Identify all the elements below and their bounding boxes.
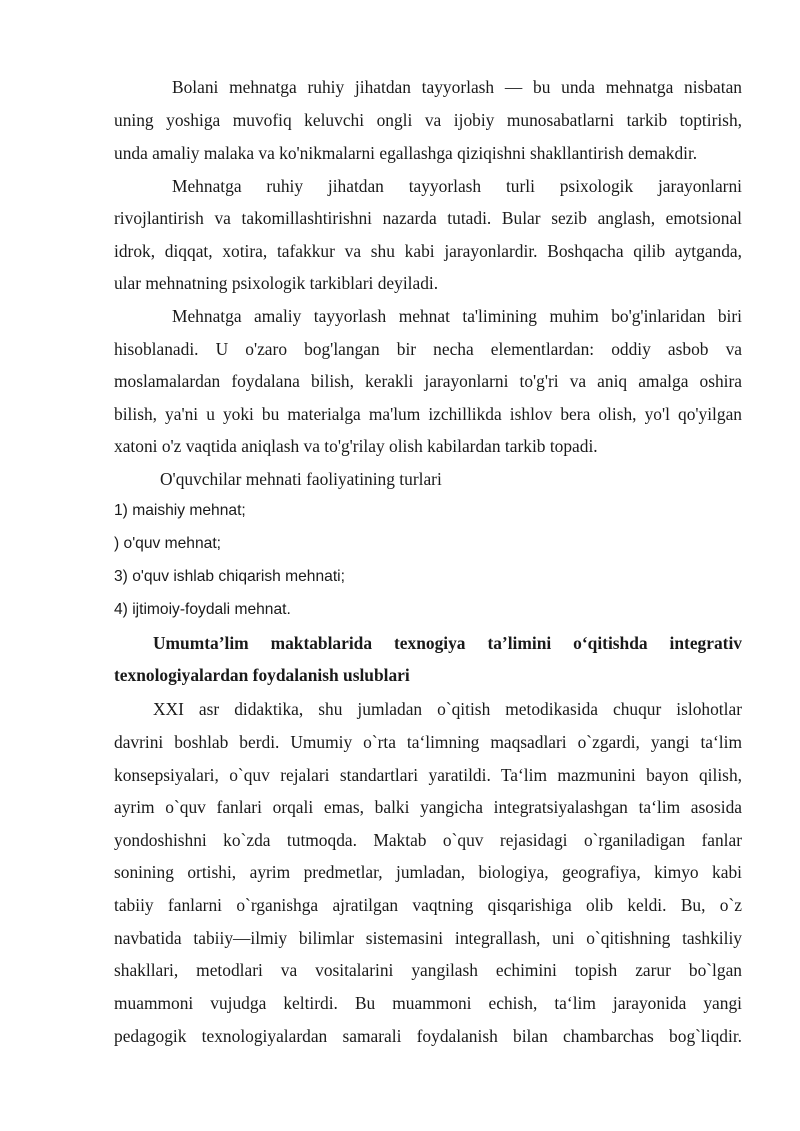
paragraph-3-line-3: moslamalardan foydalana bilish, kerakli jarayonlarni to'g'ri va aniq amalga oshira [114,371,742,391]
paragraph-2-line-3: idrok, diqqat, xotira, tafakkur va shu kabi jarayonlardir. Boshqacha qilib aytganda, [114,241,742,261]
paragraph-1-line-3: unda amaliy malaka va ko'nikmalarni egallashga qiziqishni shakllantirish demakdir. [114,143,698,163]
paragraph-2-line-2: rivojlantirish va takomillashtirishni nazarda tutadi. Bular sezib anglash, emotsional [114,208,742,228]
paragraph-2-line-1: Mehnatga ruhiy jihatdan tayyorlash turli psixologik jarayonlarni [172,176,742,196]
list-item: ) o'quv mehnat; [114,535,221,552]
paragraph-2-line-4: ular mehnatning psixologik tarkiblari deyiladi. [114,273,439,293]
paragraph-3-line-5: xatoni o'z vaqtida aniqlash va to'g'rilay olish kabilardan tarkib topadi. [114,436,598,456]
paragraph-3-line-2: hisoblanadi. U o'zaro bog'langan bir necha elementlardan: oddiy asbob va [114,339,742,359]
section-paragraph-line-1: XXI asr didaktika, shu jumladan o`qitish metodikasida chuqur islohotlar [153,699,742,719]
section-paragraph-line-4: ayrim o`quv fanlari orqali emas, balki yangicha integratsiyalashgan ta‘lim asosida [114,797,742,817]
section-heading-line-2: texnologiyalardan foydalanish uslublari [114,665,410,685]
list-item: 4) ijtimoiy-foydali mehnat. [114,601,291,618]
section-paragraph-line-9: shakllari, metodlari va vositalarini yangilash echimini topish zarur bo`lgan [114,960,742,980]
section-paragraph-line-7: tabiiy fanlarni o`rganishga ajratilgan vaqtning qisqarishiga olib keldi. Bu, o`z [114,895,742,915]
list-item: 1) maishiy mehnat; [114,502,246,519]
list-item: 3) o'quv ishlab chiqarish mehnati; [114,568,345,585]
section-heading-line-1: Umumta’lim maktablarida texnogiya ta’limini o‘qitishda integrativ [153,633,742,653]
section-paragraph-line-5: yondoshishni ko`zda tutmoqda. Maktab o`quv rejasidagi o`rganiladigan fanlar [114,830,742,850]
section-paragraph-line-3: konsepsiyalari, o`quv rejalari standartlari yaratildi. Ta‘lim mazmunini bayon qilish, [114,765,742,785]
paragraph-3-line-1: Mehnatga amaliy tayyorlash mehnat ta'limining muhim bo'g'inlaridan biri [172,306,742,326]
paragraph-1-line-2: uning yoshiga muvofiq keluvchi ongli va ijobiy munosabatlarni tarkib toptirish, [114,110,742,130]
section-paragraph-line-6: sonining ortishi, ayrim predmetlar, jumladan, biologiya, geografiya, kimyo kabi [114,862,742,882]
section-paragraph-line-10: muammoni vujudga keltirdi. Bu muammoni echish, ta‘lim jarayonida yangi [114,993,742,1013]
paragraph-1-line-1: Bolani mehnatga ruhiy jihatdan tayyorlash — bu unda mehnatga nisbatan [172,77,742,97]
section-paragraph-line-11: pedagogik texnologiyalardan samarali foydalanish bilan chambarchas bog`liqdir. [114,1026,742,1046]
section-paragraph-line-2: davrini boshlab berdi. Umumiy o`rta ta‘limning maqsadlari o`zgardi, yangi ta‘lim [114,732,742,752]
section-paragraph-line-8: navbatida tabiiy—ilmiy bilimlar sistemasini integrallash, uni o`qitishning tashkiliy [114,928,742,948]
list-heading: O'quvchilar mehnati faoliyatining turlari [160,469,442,489]
paragraph-3-line-4: bilish, ya'ni u yoki bu materialga ma'lum izchillikda ishlov bera olish, yo'l qo'yilgan [114,404,742,424]
